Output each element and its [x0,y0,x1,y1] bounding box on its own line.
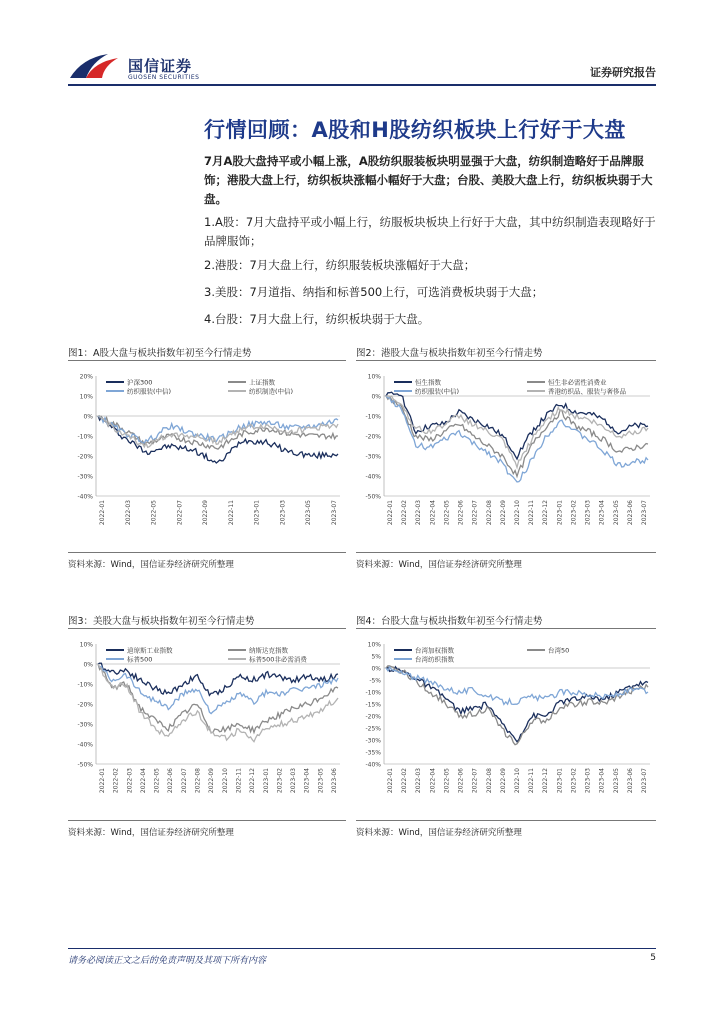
point-tw: 4.台股：7月大盘上行，纺织板块弱于大盘。 [204,312,430,326]
y-tick-label: -20% [77,453,93,461]
x-tick-label: 2023-06 [626,768,634,794]
x-tick-label: 2022-08 [485,768,493,794]
y-tick-label: 10% [367,373,381,381]
x-tick-label: 2022-05 [443,500,451,526]
x-tick-label: 2022-02 [401,500,409,526]
point-us: 3.美股：7月道指、纳指和标普500上行，可选消费板块弱于大盘； [204,285,544,299]
brand-name: 国信证券 [128,57,193,75]
x-tick-label: 2023-05 [317,768,325,794]
x-tick-label: 2022-07 [471,500,479,526]
x-tick-label: 2022-04 [139,768,147,794]
x-tick-label: 2022-10 [514,768,521,794]
x-tick-label: 2022-05 [150,500,158,526]
legend-label: 台湾50 [548,646,570,655]
legend-label: 恒生指数 [415,378,441,387]
x-tick-label: 2023-04 [598,500,606,526]
x-tick-label: 2023-06 [331,768,338,794]
figure-4-bottom-rule [356,820,656,821]
x-tick-label: 2023-03 [279,500,287,526]
disclaimer-note: 请务必阅读正文之后的免责声明及其项下所有内容 [68,956,267,966]
report-type: 证券研究报告 [590,66,656,79]
x-tick-label: 2023-07 [641,768,648,794]
y-tick-label: 0% [83,661,93,669]
x-tick-label: 2023-01 [253,500,261,526]
y-tick-label: -10% [365,689,381,697]
x-tick-label: 2022-09 [499,768,507,794]
legend-label: 香港纺织品、服装与奢侈品 [548,387,626,396]
x-tick-label: 2022-09 [202,500,210,526]
x-tick-label: 2022-06 [457,768,465,794]
page-number: 5 [650,953,656,963]
guosen-logo-icon [68,52,124,82]
x-tick-label: 2022-01 [99,768,106,794]
legend-label: 台湾加权指数 [415,646,454,655]
x-tick-label: 2022-03 [126,768,134,794]
series-line [98,664,338,733]
y-tick-label: -10% [77,433,93,441]
figure-2-chart [356,368,656,548]
x-tick-label: 2023-05 [305,500,313,526]
series-line [386,396,648,476]
legend-label: 上证指数 [249,378,275,387]
x-tick-label: 2022-02 [112,768,120,794]
figure-1-bottom-rule [68,552,346,553]
legend-label: 台湾纺织指数 [415,655,454,664]
y-tick-label: -30% [77,721,93,729]
y-tick-label: 10% [367,641,381,649]
x-tick-label: 2022-11 [528,768,536,794]
figure-3-bottom-rule [68,820,346,821]
x-tick-label: 2022-11 [528,500,536,526]
figure-2-bottom-rule [356,552,656,553]
y-tick-label: -10% [365,413,381,421]
figure-4-source: 资料来源：Wind，国信证券经济研究所整理 [356,828,522,838]
legend-label: 道琼斯工业指数 [127,646,173,655]
figure-4-chart [356,636,656,816]
y-tick-label: -40% [365,473,381,481]
figure-3-title-rule [68,628,346,629]
y-tick-label: -30% [365,737,381,745]
x-tick-label: 2022-10 [221,768,229,794]
x-tick-label: 2023-05 [612,500,620,526]
x-tick-label: 2022-04 [429,768,437,794]
y-tick-label: -50% [77,761,93,769]
y-tick-label: -30% [365,453,381,461]
y-tick-label: -50% [365,493,381,501]
figure-2-source: 资料来源：Wind，国信证券经济研究所整理 [356,560,522,570]
y-tick-label: 0% [371,393,381,401]
y-tick-label: 10% [79,641,93,649]
x-tick-label: 2022-09 [499,500,507,526]
y-tick-label: -15% [365,701,381,709]
section-title: 行情回顾：A股和H股纺织板块上行好于大盘 [204,118,626,142]
x-tick-label: 2022-01 [387,500,394,526]
x-tick-label: 2022-07 [471,768,479,794]
x-tick-label: 2022-08 [194,768,202,794]
legend-label: 恒生非必需性消费业 [548,378,607,387]
figure-4-title: 图4：台股大盘与板块指数年初至今行情走势 [356,616,543,627]
series-line [98,416,338,443]
figure-3-source: 资料来源：Wind，国信证券经济研究所整理 [68,828,234,838]
y-tick-label: -40% [77,493,93,501]
x-tick-label: 2023-07 [641,500,648,526]
x-tick-label: 2022-09 [208,768,216,794]
x-tick-label: 2022-07 [180,768,188,794]
footer-divider [68,948,656,949]
section-summary: 7月A股大盘持平或小幅上涨，A股纺织服装板块明显强于大盘，纺织制造略好于品牌服饰；港股大盘上行，纺织板块涨幅小幅好于大盘；台股、美股大盘上行，纺织板块弱于大盘。 [204,154,653,206]
x-tick-label: 2022-03 [415,500,423,526]
x-tick-label: 2023-03 [290,768,298,794]
y-tick-label: 0% [83,413,93,421]
x-tick-label: 2022-11 [227,500,235,526]
x-tick-label: 2023-04 [598,768,606,794]
legend-label: 纺织制造(中信) [249,387,294,396]
legend-label: 纳斯达克指数 [249,646,288,655]
brand-name-en: GUOSEN SECURITIES [128,74,200,81]
header-divider [68,84,656,86]
legend-label: 标普500 [127,655,153,664]
x-tick-label: 2022-05 [153,768,161,794]
figure-1-title-rule [68,360,346,361]
legend-label: 纺织服装(中信) [127,387,172,396]
point-a-share: 1.A股：7月大盘持平或小幅上行，纺服板块板块上行好于大盘，其中纺织制造表现略好于品牌服饰； [204,215,656,248]
figure-2-title-rule [356,360,656,361]
y-tick-label: -35% [365,749,381,757]
x-tick-label: 2022-03 [415,768,423,794]
legend-label: 沪深300 [127,378,153,387]
y-tick-label: -10% [77,681,93,689]
figure-3-title: 图3：美股大盘与板块指数年初至今行情走势 [68,616,255,627]
x-tick-label: 2023-01 [556,500,564,526]
x-tick-label: 2023-04 [303,768,311,794]
y-tick-label: 20% [79,373,93,381]
x-tick-label: 2022-03 [124,500,132,526]
y-tick-label: -40% [365,761,381,769]
figure-1-source: 资料来源：Wind，国信证券经济研究所整理 [68,560,234,570]
y-tick-label: -5% [369,677,381,685]
x-tick-label: 2023-07 [331,500,338,526]
y-tick-label: -25% [365,725,381,733]
x-tick-label: 2022-06 [167,768,175,794]
x-tick-label: 2022-02 [401,768,409,794]
point-hk: 2.港股：7月大盘上行，纺织服装板块涨幅好于大盘； [204,258,476,272]
y-tick-label: 0% [371,665,381,673]
x-tick-label: 2022-05 [443,768,451,794]
x-tick-label: 2023-02 [276,768,284,794]
x-tick-label: 2022-10 [514,500,521,526]
figure-3-chart [68,636,346,816]
x-tick-label: 2022-01 [99,500,106,526]
legend-label: 标普500非必需消费 [249,655,307,664]
y-tick-label: -20% [77,701,93,709]
x-tick-label: 2022-07 [176,500,184,526]
y-tick-label: -30% [77,473,93,481]
y-tick-label: -40% [77,741,93,749]
figure-2-title: 图2：港股大盘与板块指数年初至今行情走势 [356,348,543,359]
figure-1-chart [68,368,346,548]
x-tick-label: 2023-02 [570,768,578,794]
series-line [386,666,648,745]
x-tick-label: 2022-12 [249,768,257,794]
x-tick-label: 2022-04 [429,500,437,526]
figure-1-title: 图1：A股大盘与板块指数年初至今行情走势 [68,348,252,359]
x-tick-label: 2022-06 [457,500,465,526]
series-line [386,396,648,468]
y-tick-label: -20% [365,713,381,721]
x-tick-label: 2023-01 [556,768,564,794]
x-tick-label: 2023-03 [584,768,592,794]
x-tick-label: 2023-03 [584,500,592,526]
x-tick-label: 2022-08 [485,500,493,526]
x-tick-label: 2023-06 [626,500,634,526]
y-tick-label: -20% [365,433,381,441]
figure-4-title-rule [356,628,656,629]
x-tick-label: 2023-05 [612,768,620,794]
x-tick-label: 2022-11 [235,768,243,794]
x-tick-label: 2023-02 [570,500,578,526]
x-tick-label: 2022-12 [542,500,550,526]
x-tick-label: 2022-01 [387,768,394,794]
legend-label: 纺织服装(中信) [415,387,460,396]
y-tick-label: 10% [79,393,93,401]
x-tick-label: 2022-12 [542,768,550,794]
x-tick-label: 2023-01 [262,768,270,794]
y-tick-label: 5% [371,653,381,661]
